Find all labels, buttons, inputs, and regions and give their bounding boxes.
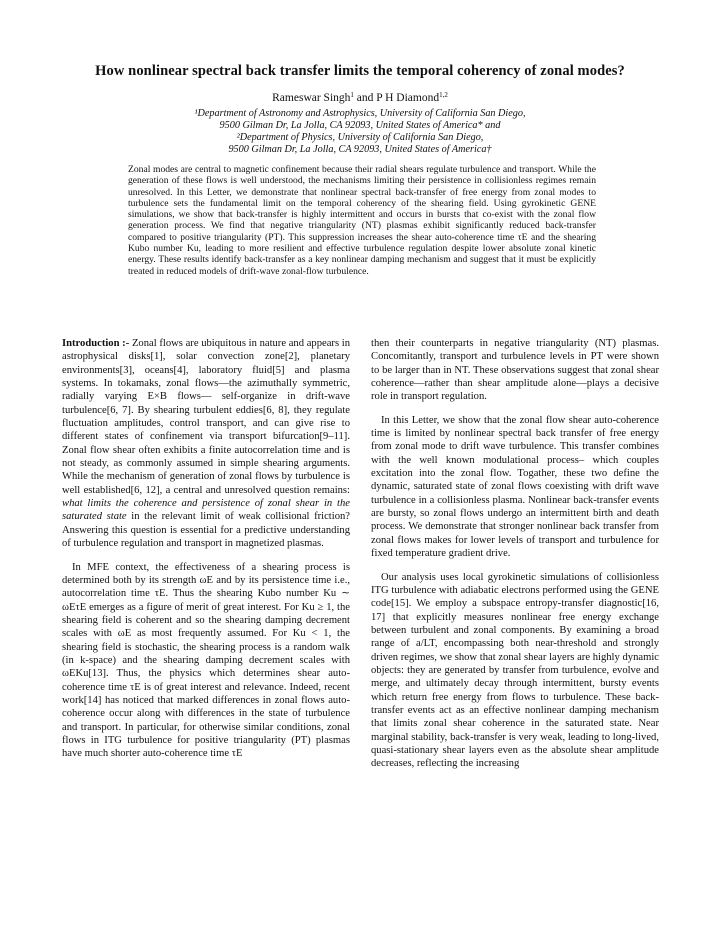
abstract: Zonal modes are central to magnetic confinement because their radial shears regulate turbulence and transport. While the generation of these flows is well understood, the mechanisms limiting their persistence in collisionless regimes remain unresolved. In this Letter, we demonstrate that nonlinear spectral back-transfer of free energy from zonal modes to turbulence sets the fundamental limit on the temporal coherency of the shearing field. Using gyrokinetic GENE simulations, we show that back-transfer is highly intermittent and occurs in bursts that co-exist with the zonal flow generation process. We find that negative triangularity (NT) plasmas exhibit significantly reduced back-transfer compared to positive triangularity (PT). This suppression increases the shear auto-coherence time τE and the shearing Kubo number Ku, leading to more resilient and effective turbulence regulation despite lower absolute zonal kinetic energy. These results identify back-transfer as a key nonlinear damping mechanism and suggest that it must be explicitly treated in reduced models of drift-wave zonal-flow turbulence.	[128, 164, 596, 277]
affiliation-marker: 1,2	[439, 91, 448, 99]
paragraph: In MFE context, the effectiveness of a shearing process is determined both by its strength ωE and by its persistence time i.e., autocorrelation time τE. Thus the shearing Kubo number Ku ∼ ωEτE emerges as a figure of merit of great interest. For Ku ≥ 1, the shearing field is coherent and so the shearing damping decrement scales with ωE as most frequently assumed. For Ku < 1, the shearing field is stochastic, the shearing process is a random walk (in k-space) and the shearing damping decrement scales with ωEKu[13]. Thus, the physics which determines shear auto-coherence time τE is of great interest and relevance. Indeed, recent work[14] has noticed that marked differences in zonal flows auto-coherence occur along with differences in the state of turbulence and transport. In particular, for otherwise similar conditions, zonal flows in ITG turbulence for positive triangularity (PT) plasmas have much shorter auto-coherence time τE	[62, 561, 350, 760]
intro-text-continued: in the relevant limit of weak collisional friction? Answering this question is essential for a predictive understanding of turbulence regulation and transport in magnetized plasmas.	[62, 511, 350, 550]
intro-text: Zonal flows are ubiquitous in nature and appears in astrophysical disks[1], solar convection zone[2], planetary environments[3], oceans[4], laboratory fluid[5] and plasma systems. In tokamaks, zonal flows—the azimuthally symmetric, radially varying E×B flows— self-organize in drift-wave turbulence[6, 7]. By shearing turbulent eddies[6, 8], they regulate fluctuation amplitudes, control transport, and can give rise to different states of confinement via transport bifurcation[9–11]. Zonal flow shear often exhibits a finite autocorrelation time and is not steady, as commonly assumed in simple shearing arguments. While the mechanism of generation of zonal flows by turbulence is well established[6, 12], a central and unresolved question remains:	[62, 338, 351, 496]
intro-question-italic: what limits the coherence and persistence of zonal shear in the saturated state	[62, 498, 350, 523]
section-heading-introduction: Introduction :-	[62, 338, 130, 349]
intro-paragraph	[62, 337, 350, 551]
paragraph: then their counterparts in negative triangularity (NT) plasmas. Concomitantly, transport and turbulence levels in PT were shown to be larger than in NT. These observations suggest that zonal shear coherence—rather than shear amplitude alone—plays a decisive role in transport regulation.	[371, 338, 659, 403]
author-name: Rameswar Singh	[272, 92, 351, 104]
affiliation-line: ¹Department of Astronomy and Astrophysics, University of California San Diego,	[194, 108, 526, 119]
author-conjunction: and	[356, 92, 374, 104]
paper-title: How nonlinear spectral back transfer limits the temporal coherency of zonal modes?	[95, 63, 625, 79]
affiliation-line: 9500 Gilman Dr, La Jolla, CA 92093, United States of America* and	[219, 120, 501, 131]
author-list	[60, 92, 660, 104]
affiliation-marker: 1	[350, 91, 354, 99]
author-name: P H Diamond	[376, 92, 440, 104]
paragraph: In this Letter, we show that the zonal flow shear auto-coherence time is limited by nonlinear spectral back transfer of free energy from zonal mode to drift wave turbulence. This transfer combines with the well known modulational process– which couples excitation into the zonal flow. Togather, these two define the dynamic, saturated state of zonal flows coexisting with drift wave turbulence in a collisionless plasma. Nonlinear back-transfer events are bursty, so zonal flows undergo an intermittent birth and death process. We demonstrate that stronger nonlinear back transfer from zonal flows makes for lower levels of transport and turbulence for fixed temperature gradient drive.	[371, 414, 659, 560]
right-column	[371, 337, 659, 781]
affiliation-line: 9500 Gilman Dr, La Jolla, CA 92093, United States of America†	[228, 144, 492, 155]
left-column	[62, 337, 350, 771]
affiliation-line: ²Department of Physics, University of California San Diego,	[236, 132, 484, 143]
paragraph: Our analysis uses local gyrokinetic simulations of collisionless ITG turbulence with adiabatic electrons performed using the GENE code[15]. We employ a subspace entropy-transfer diagnostic[16, 17] that explicitly measures nonlinear free energy exchange between turbulent and zonal components. By examining a broad range of a/LT, encompassing both near-threshold and strongly driven regimes, we show that zonal shear layers are highly dynamic objects: they are generated by transfer from turbulence, evolve and merge, and ultimately decay through intermittent, bursty events which return free energy from flows to turbulence. These back-transfer events act as an effective nonlinear damping mechanism that limits zonal shear coherence in the saturated state. Near marginal stability, back-transfer is very weak, leading to long-lived, quasi-stationary shear layers even as the absolute shear amplitude decreases, reflecting the increasing	[371, 571, 659, 770]
